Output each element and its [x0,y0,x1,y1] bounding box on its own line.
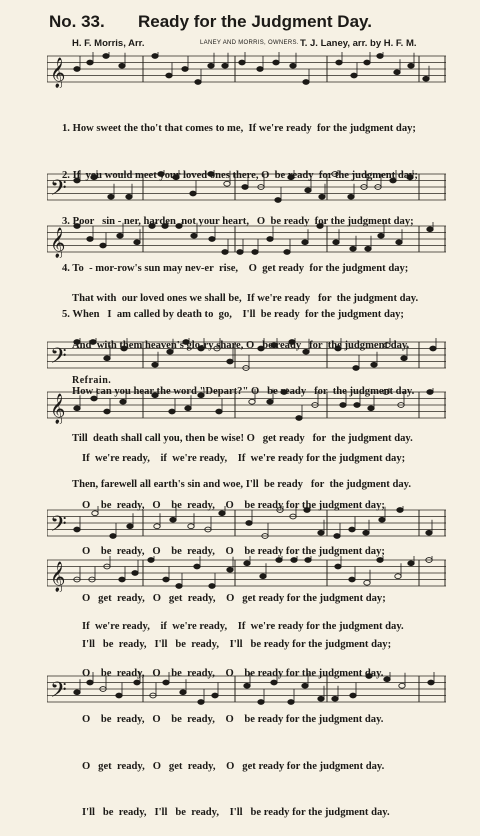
note-head [303,80,309,85]
hymn-title: Ready for the Judgment Day. [138,12,372,31]
composer-credit: T. J. Laney, arr. by H. F. M. [300,38,417,49]
note-head [195,80,201,85]
lyric-line: O be ready, O be ready, O be ready for the judgment day. [82,667,384,679]
staff-drawing [47,52,446,88]
note-head [423,76,429,81]
owners-credit: LANEY AND MORRIS, OWNERS. [200,40,299,46]
note-head [239,60,245,65]
hymn-number: No. 33. [49,12,105,31]
note-head [426,530,432,535]
bass-clef-icon: 𝄢 [50,344,67,374]
refrain-label: Refrain. [72,375,112,386]
note-head [222,63,228,68]
hymn-header [0,0,480,60]
lyric-line: I'll be ready, I'll be ready, I'll be ready for the judgment day; [82,639,392,650]
note-head [103,54,109,59]
lyric-line: 1. How sweet the tho't that comes to me, If we're ready for the judgment day; [62,123,416,134]
note-head [166,73,172,78]
note-head [257,67,263,72]
note-head [74,690,80,695]
note-head [430,346,436,351]
lyric-line: O get ready, O get ready, O get ready for the judgment day; [82,592,386,604]
lyric-line: 4. To - mor-row's sun may nev-er rise, O get ready for the judgment day; [62,262,409,274]
treble-clef-icon: 𝄞 [50,228,66,258]
note-head [408,63,414,68]
note-head [428,680,434,685]
note-head [152,54,158,59]
lyric-line: O be ready, O be ready, O be ready for the judgment day; [82,499,385,511]
treble-clef-icon: 𝄞 [50,562,66,592]
treble-clef-icon: 𝄞 [50,394,66,424]
note-head [182,67,188,72]
note-head [290,63,296,68]
note-head [273,60,279,65]
bass-clef-icon: 𝄢 [50,512,67,542]
note-head [427,390,433,395]
note-head [427,227,433,232]
lyric-line: O be ready, O be ready, O be ready for the judgment day; [82,546,385,557]
lyric-line: And with them heaven's glo-ry share, O be ready for the judgment day. [72,339,410,351]
note-head [364,60,370,65]
treble-staff [47,52,446,88]
lyric-line: Then, farewell all earth's sin and woe, I'll be ready for the judgment day. [72,479,412,490]
lyric-line: 3. Poor sin - ner, harden not your heart, O be ready for the judgment day; [62,216,414,227]
lyric-line: That with our loved ones we shall be, If we're ready for the judgment day. [72,293,419,304]
lyric-line: I'll be ready, I'll be ready, I'll be ready for the judgment day. [82,807,390,818]
lyric-line: O get ready, O get ready, O get ready for the judgment day. [82,760,385,772]
note-head [208,63,214,68]
arranger-credit: H. F. Morris, Arr. [72,38,145,49]
note-head [119,63,125,68]
note-head [394,70,400,75]
note-head [336,60,342,65]
treble-clef-icon: 𝄞 [50,58,66,88]
lyric-line: If we're ready, if we're ready, If we're ready for the judgment day; [82,453,406,464]
bass-clef-icon: 𝄢 [50,678,67,708]
lyric-line: Till death shall call you, then be wise! O get ready for the judgment day. [72,432,413,444]
note-head [87,60,93,65]
note-head [74,527,80,532]
lyric-line: O be ready, O be ready, O be ready for the judgment day. [82,714,384,725]
note-head [74,67,80,72]
lyric-line: If we're ready, if we're ready, If we're ready for the judgment day. [82,621,404,632]
lyric-line: 5. When I am called by death to go, I'll be ready for the judgment day; [62,309,404,320]
note-head [408,561,414,566]
refrain-lyrics-second [82,588,404,836]
lyric-line: How can you hear the word "Depart?" O be ready for the judgment day. [72,386,415,397]
note-head [377,54,383,59]
note-head [351,73,357,78]
lyric-line: 2. If you would meet your loved ones there, O be ready for the judgment day; [62,169,418,181]
bass-clef-icon: 𝄢 [50,176,67,206]
